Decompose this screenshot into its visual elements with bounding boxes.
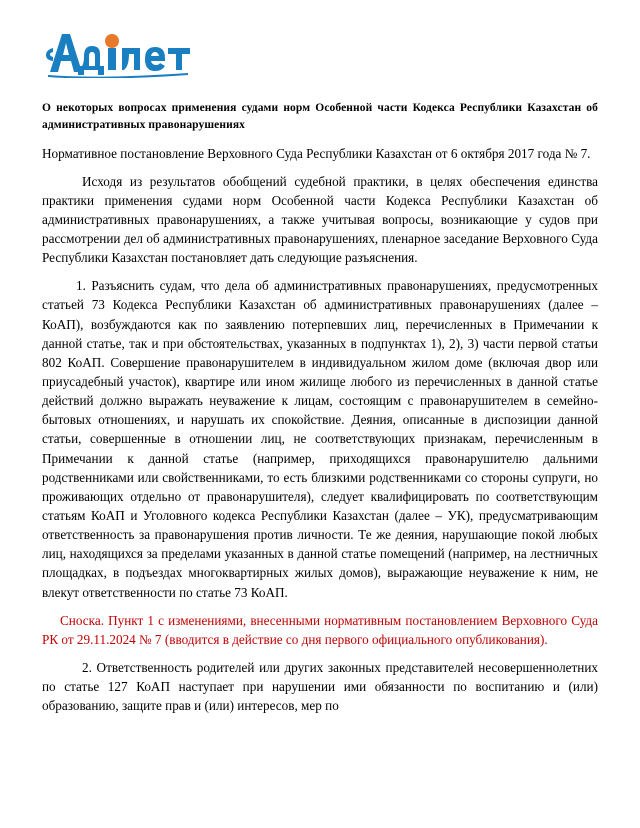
paragraph-intro: Исходя из результатов обобщений судебной практики, в целях обеспечения единства практики применения судами норм Особенной части Кодекса Республики Казахстан об административных правонарушениях, а также учитывая вопросы, возникающие у судов при рассмотрении дел об административных правонарушениях, пленарное заседание Верховного Суда Республики Казахстан постановляет дать следующие разъяснения. [42,173,598,266]
paragraph-item-2: 2. Ответственность родителей или других законных представителей несовершеннолетних по статье 127 КоАП наступает при нарушении ими обязанности по воспитанию и (или) образованию, защите прав и (или) интересов, мер по [42,660,598,714]
paragraph-item-1: 1. Разъяснить судам, что дела об административных правонарушениях, предусмотренных статьей 73 Кодекса Республики Казахстан об административных правонарушениях (далее – КоАП), возбуждаются как по заявлению потерпевших лиц, перечисленных в Примечании к данной статье, так и при обстоятельствах, указанных в подпунктах 1), 2), 3) части первой статьи 802 КоАП. Совершение правонарушителем в индивидуальном жилом доме (включая двор или приусадебный участок), квартире или ином жилище любого из перечисленных в данной статье действий должно выражать неуважение к лицам, состоящим с правонарушителем в семейно-бытовых отношениях, и нарушать их спокойствие. Деяния, описанные в диспозиции данной статьи, совершенные в отношении лиц, не соответствующих признакам, перечисленным в Примечании к данной статье (например, приходящихся правонарушителю дальними родственниками или свойственниками, то есть близкими родственниками со стороны супруги, но проживающих отдельно от правонарушителя), следует квалифицировать по соответствующим статьям КоАП и Уголовного кодекса Республики Казахстан (далее – УК), предусматривающим ответственность за правонарушения против личности. Те же деяния, нарушающие покой любых лиц, находящихся за пределами указанных в данной статье помещений (например, на лестничных площадках, в подъездах многоквартирных жилых домов), выражающие неуважение к ним, не влекут ответственности по статье 73 КоАП. [42,278,598,600]
page-title: О некоторых вопросах применения судами норм Особенной части Кодекса Республики Казахстан об административных правонарушениях [42,102,598,132]
document-subtitle: Нормативное постановление Верховного Суда Республики Казахстан от 6 октября 2017 года № 7. [42,145,591,161]
footnote-amendment: Сноска. Пункт 1 с изменениями, внесенными нормативным постановлением Верховного Суда РК от 29.11.2024 № 7 (вводится в действие со дня первого официального опубликования). [42,612,598,647]
site-logo[interactable] [42,0,598,84]
adilet-logo[interactable] [42,26,192,78]
adilet-logo-svg [42,26,192,78]
